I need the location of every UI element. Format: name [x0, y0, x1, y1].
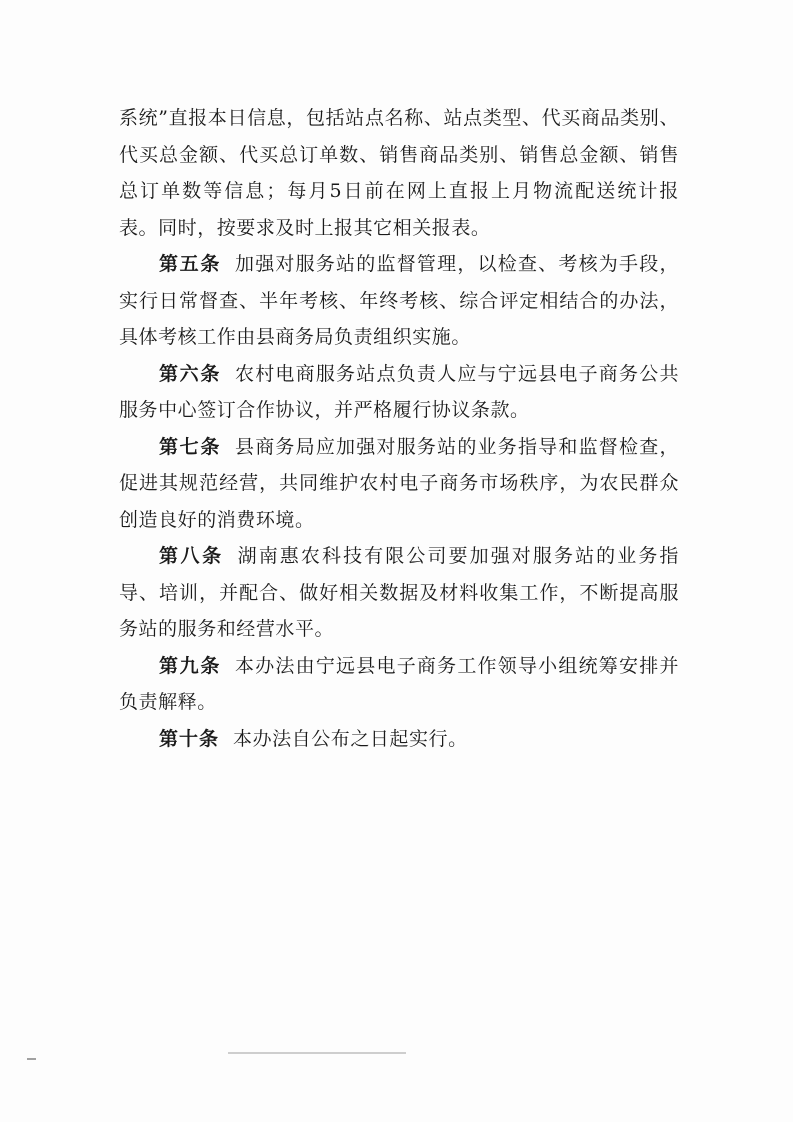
scan-artifact-mark	[27, 1058, 36, 1060]
article-label: 第十条	[159, 727, 220, 750]
article-text: 加强对服务站的监督管理，以检查、考核为手段，实行日常督查、半年考核、年终考核、综合评定相结合的办法，具体考核工作由县商务局负责组织实施。	[119, 253, 679, 348]
article-text: 县商务局应加强对服务站的业务指导和监督检查，促进其规范经营，共同维护农村电子商务市场秩序，为农民群众创造良好的消费环境。	[119, 435, 679, 531]
article-9	[119, 648, 679, 721]
article-label: 第七条	[159, 435, 221, 458]
paragraph-text: 系统”直报本日信息，包括站点名称、站点类型、代买商品类别、代买总金额、代买总订单数、销售商品类别、销售总金额、销售总订单数等信息；每月5日前在网上直报上月物流配送统计报表。同时，按要求及时上报其它相关报表。	[119, 107, 679, 239]
article-10	[119, 721, 679, 758]
article-6	[119, 356, 679, 429]
continued-paragraph	[119, 100, 679, 246]
article-text: 湖南惠农科技有限公司要加强对服务站的业务指导、培训，并配合、做好相关数据及材料收集工作，不断提高服务站的服务和经营水平。	[119, 545, 679, 640]
article-text: 本办法自公布之日起实行。	[233, 727, 468, 750]
article-label: 第六条	[159, 362, 221, 385]
document-body	[119, 100, 679, 757]
article-8	[119, 538, 679, 648]
article-5	[119, 246, 679, 356]
article-label: 第九条	[159, 654, 221, 677]
scan-artifact-line	[228, 1052, 406, 1054]
article-7	[119, 429, 679, 539]
article-label: 第八条	[159, 545, 224, 567]
article-text: 农村电商服务站点负责人应与宁远县电子商务公共服务中心签订合作协议，并严格履行协议条款。	[119, 362, 679, 421]
article-label: 第五条	[159, 253, 221, 275]
article-text: 本办法由宁远县电子商务工作领导小组统筹安排并负责解释。	[119, 654, 679, 713]
